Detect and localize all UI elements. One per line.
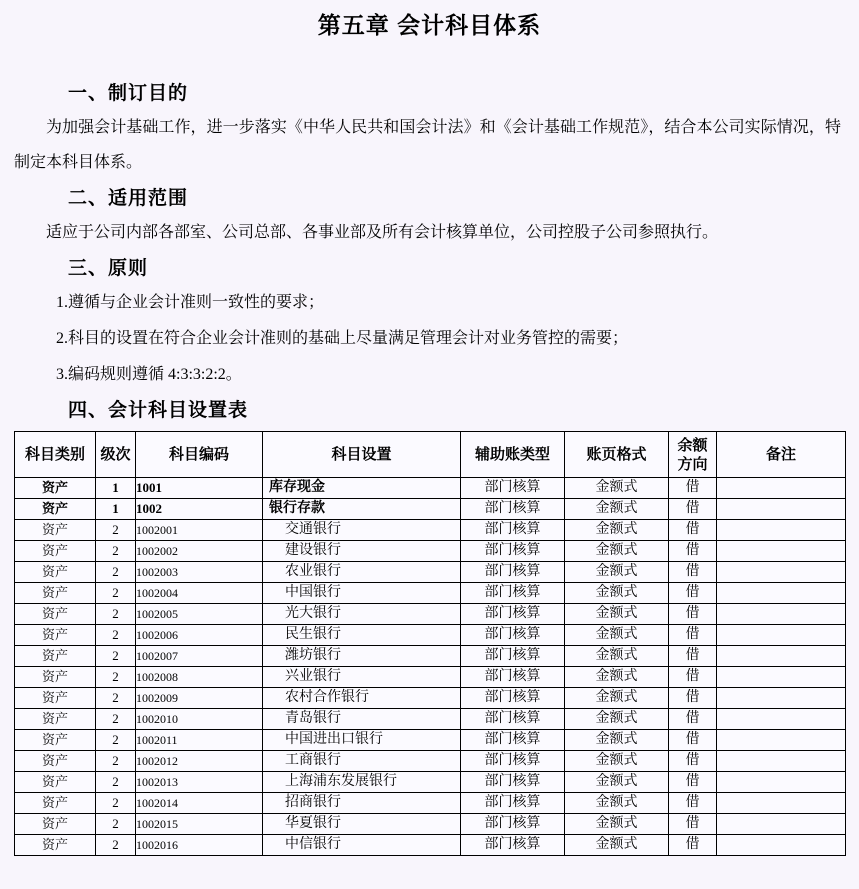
cell-page-format: 金额式 <box>565 772 669 793</box>
cell-balance-direction: 借 <box>669 604 717 625</box>
cell-balance-direction: 借 <box>669 835 717 856</box>
cell-code: 1002002 <box>136 541 263 562</box>
cell-aux-type: 部门核算 <box>461 562 565 583</box>
cell-level: 2 <box>96 835 136 856</box>
cell-category: 资产 <box>15 667 96 688</box>
cell-aux-type: 部门核算 <box>461 814 565 835</box>
cell-balance-direction: 借 <box>669 562 717 583</box>
cell-category: 资产 <box>15 499 96 520</box>
cell-level: 2 <box>96 583 136 604</box>
table-row <box>15 772 846 793</box>
cell-name: 银行存款 <box>263 499 461 520</box>
table-header-row <box>15 432 846 478</box>
cell-page-format: 金额式 <box>565 499 669 520</box>
cell-code: 1002010 <box>136 709 263 730</box>
cell-name: 农业银行 <box>263 562 461 583</box>
table-row <box>15 730 846 751</box>
cell-memo <box>717 667 846 688</box>
cell-level: 2 <box>96 751 136 772</box>
cell-level: 2 <box>96 646 136 667</box>
cell-aux-type: 部门核算 <box>461 520 565 541</box>
cell-page-format: 金额式 <box>565 562 669 583</box>
cell-memo <box>717 646 846 667</box>
cell-page-format: 金额式 <box>565 646 669 667</box>
cell-name: 上海浦东发展银行 <box>263 772 461 793</box>
cell-page-format: 金额式 <box>565 730 669 751</box>
cell-code: 1002006 <box>136 625 263 646</box>
column-header-memo: 备注 <box>717 432 846 478</box>
cell-aux-type: 部门核算 <box>461 730 565 751</box>
cell-level: 2 <box>96 814 136 835</box>
cell-code: 1002016 <box>136 835 263 856</box>
cell-memo <box>717 520 846 541</box>
cell-category: 资产 <box>15 520 96 541</box>
cell-level: 2 <box>96 772 136 793</box>
cell-balance-direction: 借 <box>669 688 717 709</box>
cell-balance-direction: 借 <box>669 772 717 793</box>
page-title: 第五章 会计科目体系 <box>317 12 542 38</box>
cell-balance-direction: 借 <box>669 751 717 772</box>
cell-name: 华夏银行 <box>263 814 461 835</box>
cell-category: 资产 <box>15 604 96 625</box>
cell-page-format: 金额式 <box>565 541 669 562</box>
cell-name: 青岛银行 <box>263 709 461 730</box>
cell-code: 1002 <box>136 499 263 520</box>
table-row <box>15 709 846 730</box>
column-header-balance-direction: 余额方向 <box>669 432 717 478</box>
section-paragraph-purpose: 为加强会计基础工作，进一步落实《中华人民共和国会计法》和《会计基础工作规范》，结合本公司实际情况，特制定本科目体系。 <box>14 119 841 171</box>
cell-level: 2 <box>96 730 136 751</box>
cell-name: 交通银行 <box>263 520 461 541</box>
column-header-category: 科目类别 <box>15 432 96 478</box>
cell-page-format: 金额式 <box>565 835 669 856</box>
cell-page-format: 金额式 <box>565 625 669 646</box>
table-row <box>15 751 846 772</box>
principle-item-3: 3.编码规则遵循 4:3:3:2:2。 <box>56 366 242 383</box>
section-heading-principles: 三、原则 <box>68 258 149 279</box>
cell-category: 资产 <box>15 583 96 604</box>
cell-category: 资产 <box>15 688 96 709</box>
cell-memo <box>717 499 846 520</box>
column-header-name: 科目设置 <box>263 432 461 478</box>
cell-code: 1002003 <box>136 562 263 583</box>
cell-category: 资产 <box>15 625 96 646</box>
cell-page-format: 金额式 <box>565 793 669 814</box>
cell-page-format: 金额式 <box>565 667 669 688</box>
cell-name: 中国进出口银行 <box>263 730 461 751</box>
cell-code: 1002001 <box>136 520 263 541</box>
cell-aux-type: 部门核算 <box>461 751 565 772</box>
table-header <box>15 432 846 478</box>
cell-name: 兴业银行 <box>263 667 461 688</box>
cell-page-format: 金额式 <box>565 814 669 835</box>
cell-aux-type: 部门核算 <box>461 793 565 814</box>
table-row <box>15 604 846 625</box>
cell-category: 资产 <box>15 562 96 583</box>
cell-aux-type: 部门核算 <box>461 688 565 709</box>
cell-category: 资产 <box>15 646 96 667</box>
cell-name: 库存现金 <box>263 478 461 499</box>
table-row <box>15 814 846 835</box>
cell-memo <box>717 562 846 583</box>
cell-memo <box>717 478 846 499</box>
table-row <box>15 688 846 709</box>
cell-level: 1 <box>96 499 136 520</box>
cell-aux-type: 部门核算 <box>461 625 565 646</box>
cell-memo <box>717 688 846 709</box>
cell-balance-direction: 借 <box>669 646 717 667</box>
account-table-wrapper <box>0 431 859 856</box>
cell-page-format: 金额式 <box>565 478 669 499</box>
cell-category: 资产 <box>15 793 96 814</box>
cell-memo <box>717 751 846 772</box>
column-header-page-format: 账页格式 <box>565 432 669 478</box>
table-row <box>15 646 846 667</box>
cell-balance-direction: 借 <box>669 625 717 646</box>
cell-aux-type: 部门核算 <box>461 709 565 730</box>
cell-aux-type: 部门核算 <box>461 772 565 793</box>
cell-balance-direction: 借 <box>669 541 717 562</box>
section-heading-account-table: 四、会计科目设置表 <box>68 400 249 421</box>
cell-code: 1002007 <box>136 646 263 667</box>
cell-page-format: 金额式 <box>565 583 669 604</box>
cell-category: 资产 <box>15 772 96 793</box>
table-row <box>15 520 846 541</box>
cell-aux-type: 部门核算 <box>461 541 565 562</box>
table-row <box>15 499 846 520</box>
cell-category: 资产 <box>15 478 96 499</box>
section-paragraph-scope: 适应于公司内部各部室、公司总部、各事业部及所有会计核算单位，公司控股子公司参照执行。 <box>46 224 719 241</box>
table-row <box>15 625 846 646</box>
cell-memo <box>717 772 846 793</box>
cell-code: 1002015 <box>136 814 263 835</box>
table-row <box>15 478 846 499</box>
cell-name: 民生银行 <box>263 625 461 646</box>
account-setup-table <box>14 431 846 856</box>
cell-category: 资产 <box>15 730 96 751</box>
cell-aux-type: 部门核算 <box>461 667 565 688</box>
cell-code: 1002005 <box>136 604 263 625</box>
cell-memo <box>717 541 846 562</box>
cell-name: 光大银行 <box>263 604 461 625</box>
cell-balance-direction: 借 <box>669 667 717 688</box>
cell-code: 1002014 <box>136 793 263 814</box>
cell-level: 2 <box>96 793 136 814</box>
cell-balance-direction: 借 <box>669 814 717 835</box>
cell-level: 2 <box>96 604 136 625</box>
column-header-level: 级次 <box>96 432 136 478</box>
table-row <box>15 835 846 856</box>
cell-aux-type: 部门核算 <box>461 499 565 520</box>
cell-code: 1002009 <box>136 688 263 709</box>
cell-level: 2 <box>96 520 136 541</box>
cell-aux-type: 部门核算 <box>461 583 565 604</box>
cell-code: 1001 <box>136 478 263 499</box>
cell-level: 2 <box>96 625 136 646</box>
cell-aux-type: 部门核算 <box>461 646 565 667</box>
cell-category: 资产 <box>15 835 96 856</box>
table-row <box>15 541 846 562</box>
cell-page-format: 金额式 <box>565 688 669 709</box>
table-body <box>15 478 846 856</box>
cell-memo <box>717 730 846 751</box>
cell-memo <box>717 835 846 856</box>
cell-memo <box>717 604 846 625</box>
cell-code: 1002013 <box>136 772 263 793</box>
cell-level: 2 <box>96 562 136 583</box>
cell-aux-type: 部门核算 <box>461 835 565 856</box>
cell-memo <box>717 793 846 814</box>
cell-level: 1 <box>96 478 136 499</box>
cell-level: 2 <box>96 688 136 709</box>
cell-level: 2 <box>96 667 136 688</box>
table-row <box>15 667 846 688</box>
cell-aux-type: 部门核算 <box>461 604 565 625</box>
section-heading-purpose: 一、制订目的 <box>68 83 189 104</box>
cell-code: 1002011 <box>136 730 263 751</box>
cell-balance-direction: 借 <box>669 793 717 814</box>
cell-balance-direction: 借 <box>669 730 717 751</box>
cell-name: 中国银行 <box>263 583 461 604</box>
cell-code: 1002004 <box>136 583 263 604</box>
cell-page-format: 金额式 <box>565 604 669 625</box>
cell-balance-direction: 借 <box>669 478 717 499</box>
cell-category: 资产 <box>15 709 96 730</box>
cell-name: 农村合作银行 <box>263 688 461 709</box>
cell-name: 工商银行 <box>263 751 461 772</box>
cell-level: 2 <box>96 709 136 730</box>
cell-page-format: 金额式 <box>565 520 669 541</box>
cell-name: 中信银行 <box>263 835 461 856</box>
section-heading-scope: 二、适用范围 <box>68 188 189 209</box>
cell-code: 1002008 <box>136 667 263 688</box>
table-row <box>15 562 846 583</box>
cell-category: 资产 <box>15 541 96 562</box>
cell-balance-direction: 借 <box>669 583 717 604</box>
cell-memo <box>717 709 846 730</box>
cell-category: 资产 <box>15 814 96 835</box>
cell-memo <box>717 583 846 604</box>
column-header-code: 科目编码 <box>136 432 263 478</box>
cell-level: 2 <box>96 541 136 562</box>
cell-aux-type: 部门核算 <box>461 478 565 499</box>
cell-category: 资产 <box>15 751 96 772</box>
column-header-aux-type: 辅助账类型 <box>461 432 565 478</box>
cell-code: 1002012 <box>136 751 263 772</box>
cell-balance-direction: 借 <box>669 499 717 520</box>
cell-name: 建设银行 <box>263 541 461 562</box>
principle-item-2: 2.科目的设置在符合企业会计准则的基础上尽量满足管理会计对业务管控的需要； <box>56 330 629 347</box>
cell-balance-direction: 借 <box>669 709 717 730</box>
principle-item-1: 1.遵循与企业会计准则一致性的要求； <box>56 294 325 311</box>
document-page <box>0 10 859 889</box>
cell-page-format: 金额式 <box>565 709 669 730</box>
cell-balance-direction: 借 <box>669 520 717 541</box>
cell-page-format: 金额式 <box>565 751 669 772</box>
cell-name: 招商银行 <box>263 793 461 814</box>
table-row <box>15 793 846 814</box>
cell-memo <box>717 625 846 646</box>
cell-name: 潍坊银行 <box>263 646 461 667</box>
cell-memo <box>717 814 846 835</box>
table-row <box>15 583 846 604</box>
